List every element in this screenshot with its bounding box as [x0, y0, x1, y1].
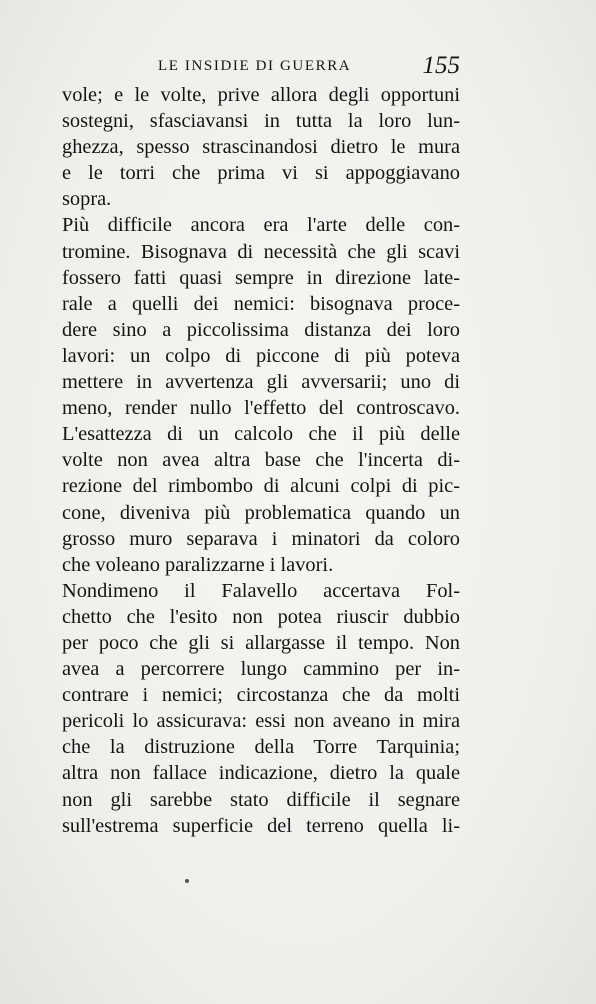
text-line: altra non fallace indicazione, dietro la quale [62, 762, 460, 785]
text-line: dere sino a piccolissima distanza dei loro [62, 318, 460, 341]
text-line: e le torri che prima vi si appoggiavano [62, 162, 460, 185]
text-line: che voleano paralizzarne i lavori. [62, 553, 334, 576]
text-line: vole; e le volte, prive allora degli opportuni [62, 84, 460, 106]
text-line: Più difficile ancora era l'arte delle con- [62, 214, 460, 237]
page-header [62, 52, 460, 80]
text-line: pericoli lo assicurava: essi non aveano in mira [62, 710, 460, 733]
text-line: volte non avea altra base che l'incerta di- [62, 449, 460, 472]
body-text [62, 82, 460, 839]
text-line: Nondimeno il Falavello accertava Fol- [62, 579, 460, 602]
text-line: rezione del rimbombo di alcuni colpi di pic- [62, 475, 460, 498]
text-line: sostegni, sfasciavansi in tutta la loro lun- [62, 110, 460, 133]
text-line: ghezza, spesso strascinandosi dietro le mura [62, 136, 460, 159]
text-line: sull'estrema superficie del terreno quella li- [62, 814, 460, 837]
text-line: che la distruzione della Torre Tarquinia; [62, 736, 460, 759]
text-line: avea a percorrere lungo cammino per in- [62, 658, 460, 681]
text-line: sopra. [62, 188, 112, 211]
ink-speck [185, 879, 189, 883]
text-line: cone, diveniva più problematica quando un [62, 501, 460, 524]
text-line: fossero fatti quasi sempre in direzione late- [62, 266, 460, 289]
page-number: 155 [422, 52, 460, 79]
text-line: meno, render nullo l'effetto del controscavo. [62, 397, 460, 420]
text-line: L'esattezza di un calcolo che il più delle [62, 423, 460, 446]
text-line: per poco che gli si allargasse il tempo. Non [62, 631, 460, 654]
text-line: tromine. Bisognava di necessità che gli scavi [62, 240, 460, 263]
text-line: mettere in avvertenza gli avversarii; uno di [62, 371, 460, 394]
text-line: lavori: un colpo di piccone di più poteva [62, 344, 460, 367]
text-line: grosso muro separava i minatori da coloro [62, 527, 460, 550]
text-line: non gli sarebbe stato difficile il segnare [62, 788, 460, 811]
running-head: LE INSIDIE DI GUERRA [158, 58, 352, 74]
text-line: contrare i nemici; circostanza che da molti [62, 684, 460, 707]
text-line: chetto che l'esito non potea riuscir dubbio [62, 605, 460, 628]
text-line: rale a quelli dei nemici: bisognava proce- [62, 292, 460, 315]
